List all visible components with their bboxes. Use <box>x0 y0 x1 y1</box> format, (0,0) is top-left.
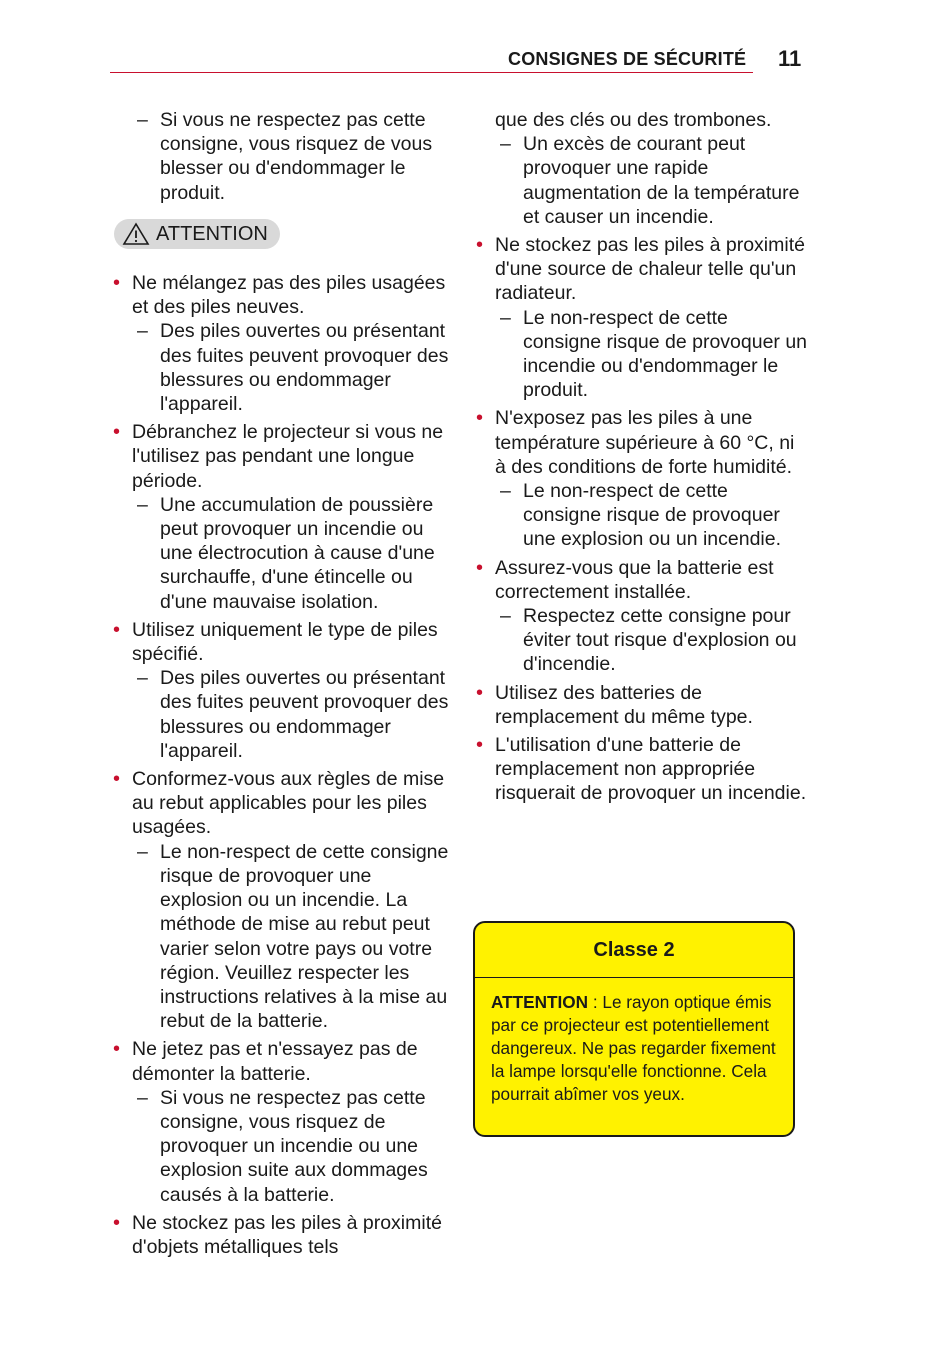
list-item-detail: – Un excès de courant peut provoquer une rapide augmentation de la température et causer un incendie. <box>473 132 808 229</box>
list-item-detail: – Le non-respect de cette consigne risque de provoquer une explosion ou un incendie. <box>473 479 808 552</box>
list-item: • Assurez-vous que la batterie est correctement installée. <box>473 556 808 604</box>
class-box-text: : Le rayon optique émis par ce projecteur est potentiellement dangereux. Ne pas regarder fixement la lampe lorsqu'elle fonctionne. Cela pourrait abîmer vos yeux. <box>491 992 776 1104</box>
list-item-detail: – Des piles ouvertes ou présentant des fuites peuvent provoquer des blessures ou endommager l'appareil. <box>110 666 455 763</box>
list-item: • L'utilisation d'une batterie de remplacement non appropriée risquerait de provoquer un incendie. <box>473 733 808 806</box>
class-box-attention-label: ATTENTION <box>491 992 589 1012</box>
page-number: 11 <box>778 46 802 71</box>
list-item-detail: – Le non-respect de cette consigne risque de provoquer une explosion ou un incendie. La méthode de mise au rebut peut varier selon votre pays ou votre région. Veuillez respecter les instructions relatives à la mise au rebut de la batterie. <box>110 840 455 1034</box>
header-rule <box>110 72 753 73</box>
list-item: • Ne stockez pas les piles à proximité d'une source de chaleur telle qu'un radiateur. <box>473 233 808 306</box>
list-item: • Utilisez uniquement le type de piles spécifié. <box>110 618 455 666</box>
list-item-detail: – Le non-respect de cette consigne risque de provoquer un incendie ou d'endommager le produit. <box>473 306 808 403</box>
list-item: • Ne mélangez pas des piles usagées et des piles neuves. <box>110 271 455 319</box>
continuation-text: que des clés ou des trombones. <box>495 109 772 131</box>
warning-triangle-icon <box>122 222 150 246</box>
list-item: • Utilisez des batteries de remplacement du même type. <box>473 681 808 729</box>
right-column <box>473 108 808 806</box>
list-item: • Ne stockez pas les piles à proximité d'objets métalliques tels <box>110 1211 455 1259</box>
list-item-detail: – Des piles ouvertes ou présentant des fuites peuvent provoquer des blessures ou endommager l'appareil. <box>110 319 455 416</box>
list-item-detail: – Une accumulation de poussière peut provoquer un incendie ou une électrocution à cause d'une surchauffe, d'une étincelle ou d'une mauvaise isolation. <box>110 493 455 614</box>
list-item-detail: – Respectez cette consigne pour éviter tout risque d'explosion ou d'incendie. <box>473 604 808 677</box>
list-item: • Ne jetez pas et n'essayez pas de démonter la batterie. <box>110 1037 455 1085</box>
attention-badge <box>114 219 280 249</box>
list-item: • Conformez-vous aux règles de mise au rebut applicables pour les piles usagées. <box>110 767 455 840</box>
laser-class-warning-box <box>473 921 795 1137</box>
list-item-detail: – Si vous ne respectez pas cette consigne, vous risquez de provoquer un incendie ou une explosion suite aux dommages causés à la batterie. <box>110 1086 455 1207</box>
section-title: CONSIGNES DE SÉCURITÉ <box>508 49 747 69</box>
intro-dash-text: – Si vous ne respectez pas cette consigne, vous risquez de vous blesser ou d'endommager le produit. <box>110 108 455 205</box>
list-item: • Débranchez le projecteur si vous ne l'utilisez pas pendant une longue période. <box>110 420 455 493</box>
class-box-title: Classe 2 <box>475 923 793 978</box>
attention-label: ATTENTION <box>156 222 268 245</box>
left-column <box>110 108 455 1259</box>
list-item: • N'exposez pas les piles à une température supérieure à 60 °C, ni à des conditions de forte humidité. <box>473 406 808 479</box>
class-box-body <box>475 978 793 1106</box>
